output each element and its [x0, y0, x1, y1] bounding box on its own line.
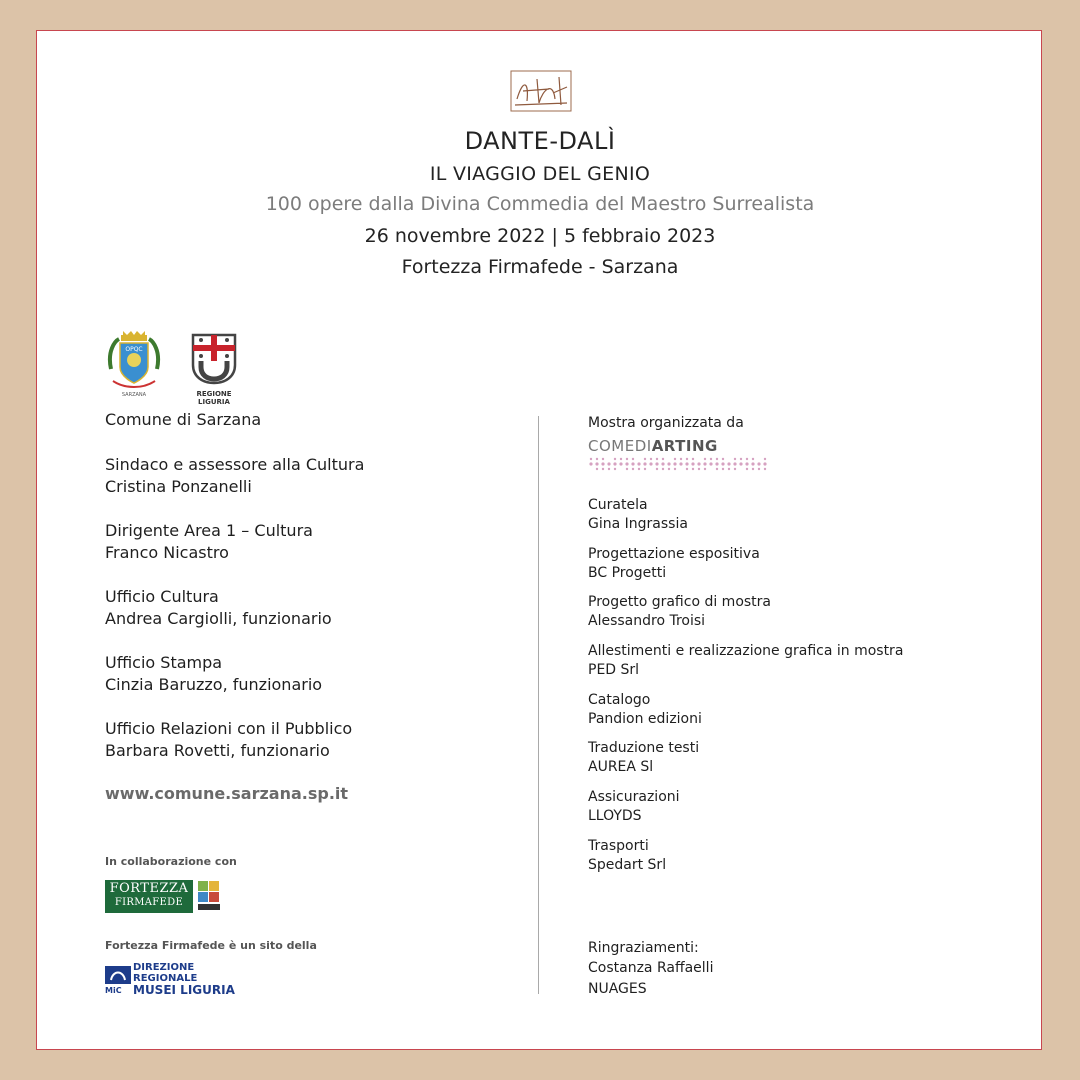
role-title: Ufficio Relazioni con il Pubblico: [105, 719, 353, 738]
credit-label: Traduzione testi: [588, 740, 700, 756]
sarzana-crest-icon: [105, 329, 163, 399]
thanks-label: Ringraziamenti:: [588, 940, 699, 956]
fortezza-firmafede-logo: [105, 880, 193, 913]
comediarting-logo: [588, 437, 718, 455]
svg-text:MiC: MiC: [105, 986, 122, 994]
credit-label: Progetto grafico di mostra: [588, 594, 772, 610]
exhibition-venue: Fortezza Firmafede - Sarzana: [401, 256, 679, 278]
musei-liguria-logo: [133, 962, 235, 997]
credit-value: Alessandro Troisi: [588, 613, 706, 629]
liguria-shield-icon: [191, 333, 237, 385]
credit-label: Assicurazioni: [588, 789, 680, 805]
credit-value: Gina Ingrassia: [588, 516, 688, 532]
comediarting-dots-icon: [588, 456, 770, 472]
thanks-name: NUAGES: [588, 981, 647, 997]
comediarting-logo-part2: ARTING: [651, 437, 718, 455]
role-title: Ufficio Cultura: [105, 587, 219, 606]
site-of-label: Fortezza Firmafede è un sito della: [105, 939, 317, 952]
org-name: Comune di Sarzana: [105, 410, 262, 429]
exhibition-description: 100 opere dalla Divina Commedia del Maestro Surrealista: [265, 193, 815, 215]
musei-logo-line2: REGIONALE: [133, 973, 198, 984]
credit-value: Pandion edizioni: [588, 711, 702, 727]
fortezza-logo-line2: FIRMAFEDE: [114, 897, 184, 908]
musei-logo-line3: MUSEI LIGURIA: [133, 983, 235, 997]
svg-text:OPQC: OPQC: [125, 346, 143, 353]
column-divider: [538, 416, 539, 994]
svg-text:SARZANA: SARZANA: [121, 392, 147, 398]
invitation-card: [36, 30, 1042, 1050]
credit-label: Catalogo: [588, 692, 651, 708]
credit-value: BC Progetti: [588, 565, 667, 581]
website-link[interactable]: www.comune.sarzana.sp.it: [105, 784, 349, 803]
role-title: Dirigente Area 1 – Cultura: [105, 521, 313, 540]
mic-ministry-icon: [103, 962, 133, 994]
role-title: Ufficio Stampa: [105, 653, 223, 672]
fortezza-logo-line1: FORTEZZA: [109, 881, 189, 896]
exhibition-subtitle: IL VIAGGIO DEL GENIO: [429, 163, 651, 185]
organizer-label: Mostra organizzata da: [588, 415, 744, 431]
credit-value: LLOYDS: [588, 808, 642, 824]
musei-logo-line1: DIREZIONE: [133, 962, 195, 973]
credit-label: Curatela: [588, 497, 648, 513]
exhibition-dates: 26 novembre 2022 | 5 febbraio 2023: [364, 225, 716, 247]
role-person: Cristina Ponzanelli: [105, 477, 252, 496]
role-person: Cinzia Baruzzo, funzionario: [105, 675, 323, 694]
credit-value: PED Srl: [588, 662, 640, 678]
credit-label: Progettazione espositiva: [588, 546, 760, 562]
role-title: Sindaco e assessore alla Cultura: [105, 455, 365, 474]
thanks-name: Costanza Raffaelli: [588, 960, 714, 976]
credit-label: Trasporti: [588, 838, 649, 854]
dali-signature-icon: [509, 69, 573, 113]
collaboration-label: In collaborazione con: [105, 855, 237, 868]
credit-value: AUREA Sl: [588, 759, 654, 775]
role-person: Franco Nicastro: [105, 543, 229, 562]
exhibition-title: DANTE-DALÌ: [464, 127, 616, 155]
regione-liguria-logo: [181, 333, 247, 406]
credit-value: Spedart Srl: [588, 857, 667, 873]
role-person: Andrea Cargiolli, funzionario: [105, 609, 332, 628]
comediarting-logo-part1: COMEDI: [588, 437, 652, 455]
credit-label: Allestimenti e realizzazione grafica in mostra: [588, 643, 904, 659]
liguria-label: REGIONE LIGURIA: [196, 390, 232, 406]
earth-logo-icon: [197, 880, 221, 912]
role-person: Barbara Rovetti, funzionario: [105, 741, 330, 760]
